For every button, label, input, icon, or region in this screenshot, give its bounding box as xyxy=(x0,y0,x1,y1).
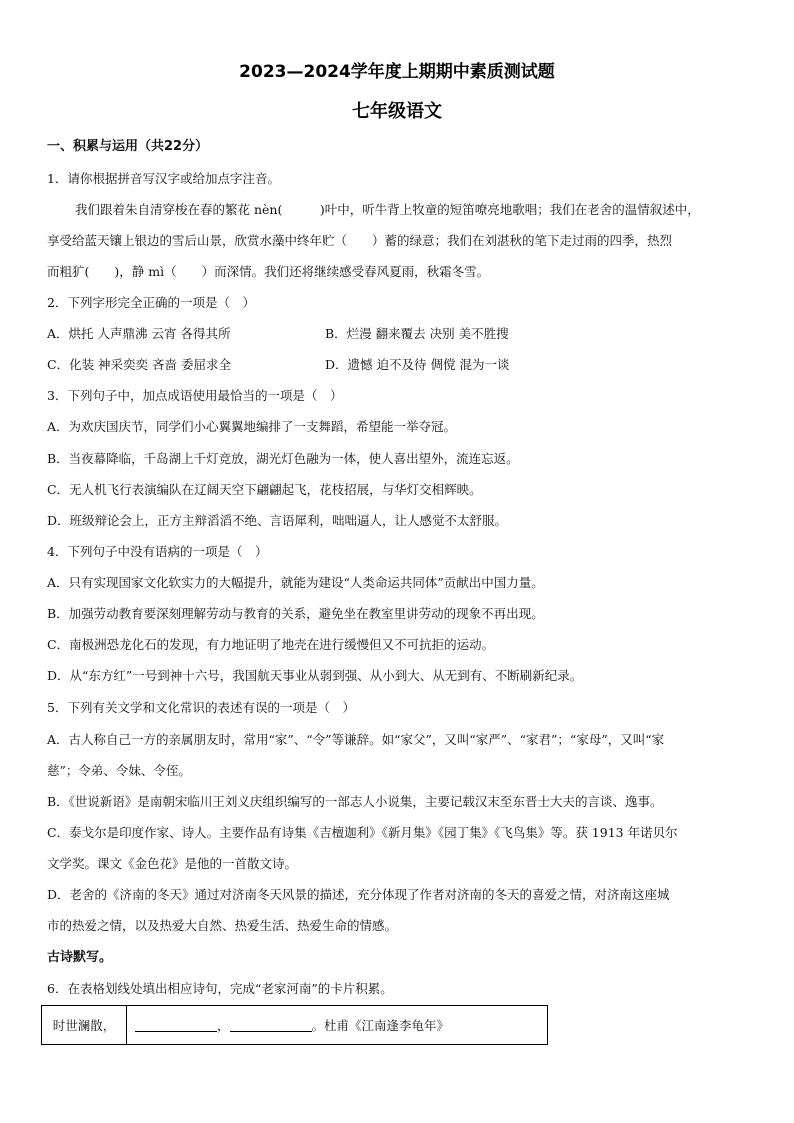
q5-option-b: B．《世说新语》是南朝宋临川王刘义庆组织编写的一部志人小说集，主要记载汉末至东晋士大夫的言谈、逸事。 xyxy=(47,794,663,809)
q6-comma: ， xyxy=(217,1018,230,1033)
q4-stem: 4．下列句子中没有语病的一项是（ ） xyxy=(47,544,268,559)
q5-option-c-line-1: C．泰戈尔是印度作家、诗人。主要作品有诗集《吉檀迦利》《新月集》《园丁集》《飞鸟集》等。获 1913 年诺贝尔 xyxy=(47,825,678,840)
q6-blank-1[interactable] xyxy=(135,1019,217,1032)
q3-option-b: B．当夜幕降临，千岛湖上千灯竞放，湖光灯色融为一体，使人喜出望外，流连忘返。 xyxy=(47,451,519,466)
q6-blank-2[interactable] xyxy=(230,1019,312,1032)
q3-stem: 3．下列句子中，加点成语使用最恰当的一项是（ ） xyxy=(47,388,343,403)
exam-title: 2023—2024学年度上期期中素质测试题 xyxy=(239,62,555,82)
q5-option-c-line-2: 文学奖。课文《金色花》是他的一首散文诗。 xyxy=(47,856,298,871)
q6-source: 。杜甫《江南逢李龟年》 xyxy=(311,1018,450,1033)
q2-stem: 2．下列字形完全正确的一项是（ ） xyxy=(47,295,255,310)
q6-card-table xyxy=(41,1005,548,1045)
q1-passage-line-2: 享受给蓝天镶上银边的雪后山景，欣赏水藻中终年贮（ ）蓄的绿意；我们在刘湛秋的笔下走过雨的四季，热烈 xyxy=(47,233,673,248)
q6-stem: 6．在表格划线处填出相应诗句，完成“老家河南”的卡片积累。 xyxy=(47,981,393,996)
q2-option-d: D．遗憾 迫不及待 倜傥 混为一谈 xyxy=(325,357,510,372)
q1-passage-line-3: 而粗犷( )，静 mì（ ）而深情。我们还将继续感受春风夏雨，秋霜冬雪。 xyxy=(47,264,490,279)
q2-option-a: A．烘托 人声鼎沸 云宵 各得其所 xyxy=(47,326,231,341)
q4-option-a: A．只有实现国家文化软实力的大幅提升，就能为建设“人类命运共同体”贡献出中国力量。 xyxy=(47,575,544,590)
q1-passage-line-1: 我们跟着朱自清穿梭在春的繁花 nèn( )叶中，听牛背上牧童的短笛嘹亮地歌唱；我们在老舍的温情叙述中， xyxy=(75,202,700,217)
q2-option-b: B．烂漫 翻来覆去 决别 美不胜搜 xyxy=(325,326,509,341)
q5-option-d-line-2: 市的热爱之情，以及热爱大自然、热爱生活、热爱生命的情感。 xyxy=(47,918,398,933)
exam-subtitle: 七年级语文 xyxy=(352,101,442,122)
q5-option-a-line-2: 慈”；令弟、令妹、令侄。 xyxy=(47,763,191,778)
q4-option-c: C．南极洲恐龙化石的发现，有力地证明了地壳在进行缓慢但又不可抗拒的运动。 xyxy=(47,637,495,652)
q3-option-d: D．班级辩论会上，正方主辩滔滔不绝、言语犀利，咄咄逼人，让人感觉不太舒服。 xyxy=(47,513,508,528)
q2-option-c: C．化装 神采奕奕 吝啬 委屈求全 xyxy=(47,357,231,372)
q1-stem: 1．请你根据拼音写汉字或给加点字注音。 xyxy=(47,171,280,186)
q5-option-a-line-1: A．古人称自己一方的亲属朋友时，常用“家”、“令”等谦辞。如“家父”，又叫“家严”、“家君”；“家母”，又叫“家 xyxy=(47,732,665,747)
q6-row-label: 时世澜散， xyxy=(42,1006,127,1044)
q4-option-d: D．从“东方红”一号到神十六号，我国航天事业从弱到强、从小到大、从无到有、不断刷新纪录。 xyxy=(47,668,583,683)
q4-option-b: B．加强劳动教育要深刻理解劳动与教育的关系，避免坐在教室里讲劳动的现象不再出现。 xyxy=(47,606,544,621)
q5-option-d-line-1: D．老舍的《济南的冬天》通过对济南冬天风景的描述，充分体现了作者对济南的冬天的喜爱之情，对济南这座城 xyxy=(47,887,670,902)
poetry-heading: 古诗默写。 xyxy=(47,950,113,965)
section-heading: 一、积累与运用（共22分） xyxy=(47,139,209,154)
q6-answer-cell xyxy=(127,1006,547,1044)
q3-option-c: C．无人机飞行表演编队在辽阔天空下翩翩起飞，花枝招展，与华灯交相辉映。 xyxy=(47,482,482,497)
q3-option-a: A．为欢庆国庆节，同学们小心翼翼地编排了一支舞蹈，希望能一举夺冠。 xyxy=(47,419,457,434)
q5-stem: 5．下列有关文学和文化常识的表述有误的一项是（ ） xyxy=(47,700,355,715)
